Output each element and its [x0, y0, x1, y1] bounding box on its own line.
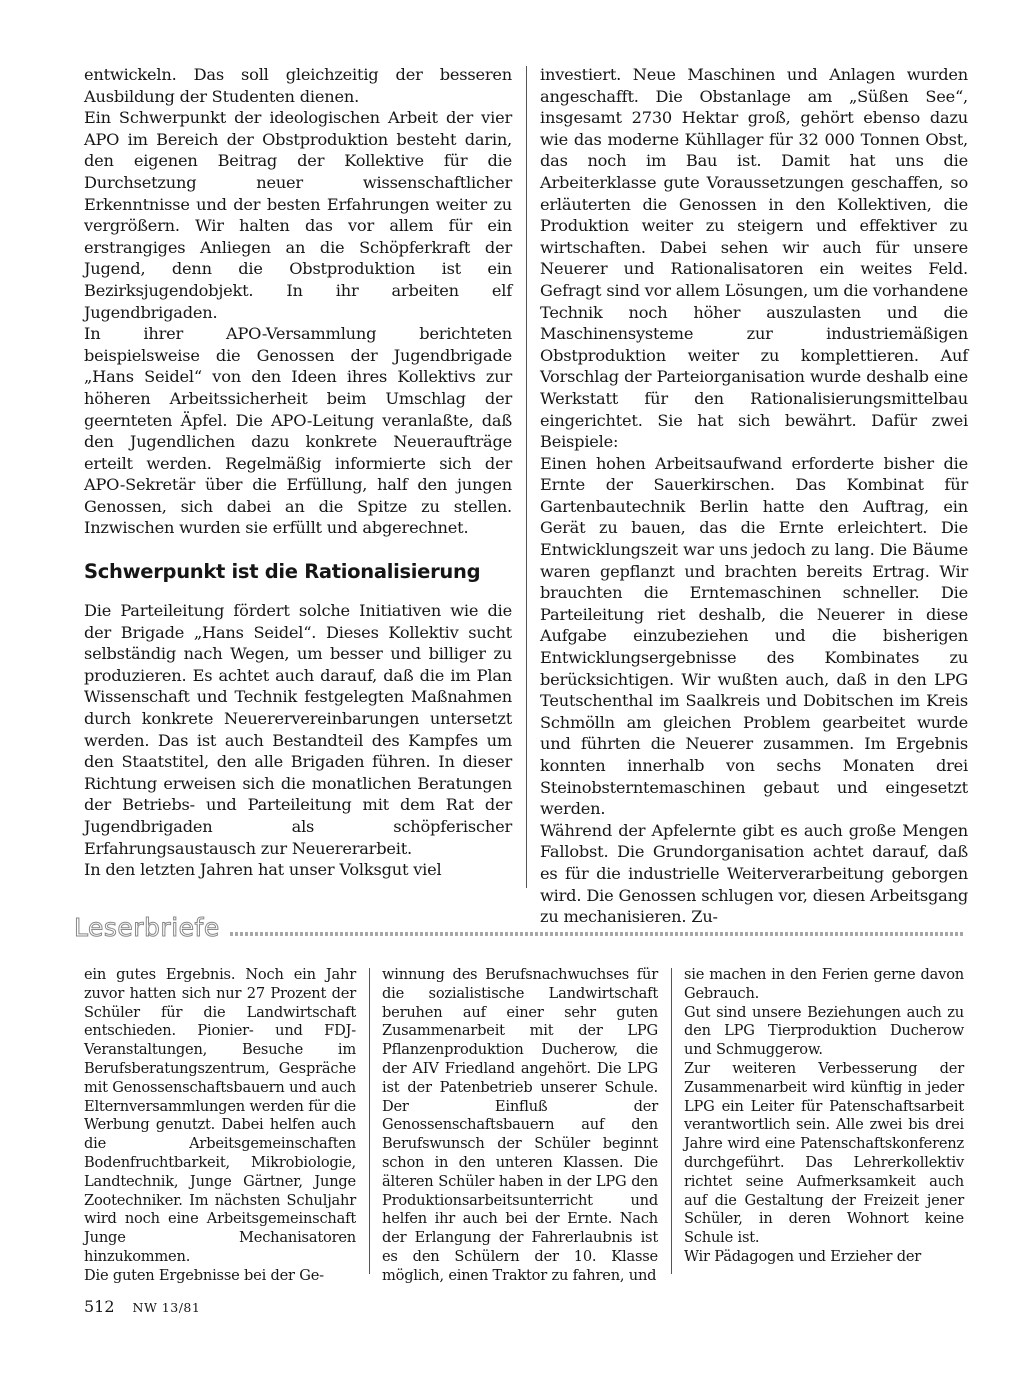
paragraph: In den letzten Jahren hat unser Volksgut viel	[84, 860, 442, 880]
paragraph: ein gutes Ergebnis. Noch ein Jahr zuvor hatten sich nur 27 Prozent der Schüler für die Landwirtschaft entschieden. Pionier- und FDJ-Veranstaltungen, Besuche im Berufsberatungszentrum, Gespräche mit Genossenschaftsbauern und auch Elternversammlungen werden für die Werbung genutzt. Dabei helfen auch die Arbeitsgemeinschaften Bodenfruchtbarkeit, Mikrobiologie, Landtechnik, Junge Gärtner, Junge Zootechniker. Im nächsten Schuljahr wird noch eine Arbeitsgemeinschaft Junge Mechanisatoren hinzukommen.	[84, 966, 356, 1265]
paragraph: Ein Schwerpunkt der ideologischen Arbeit der vier APO im Bereich der Obstproduktion besteht darin, den eigenen Beitrag der Kollektive für die Durchsetzung neuer wissenschaftlicher Erkenntnisse und der besten Erfahrungen weiter zu vergrößern. Wir halten das vor allem für ein erstrangiges Anliegen an die Schöpferkraft der Jugend, denn die Obstproduktion ist ein Bezirksjugendobjekt. In ihr arbeiten elf Jugendbrigaden.	[84, 108, 512, 322]
letters-section-rule	[230, 932, 964, 936]
journal-issue: NW 13/81	[132, 1300, 201, 1315]
paragraph: sie machen in den Ferien gerne davon Gebrauch.	[684, 966, 964, 1002]
paragraph: investiert. Neue Maschinen und Anlagen wurden angeschafft. Die Obstanlage am „Süßen See“, insgesamt 2730 Hektar groß, gehört ebenso dazu wie das moderne Kühllager für 32 000 Tonnen Obst, das noch im Bau ist. Damit hat uns die Arbeiterklasse gute Voraussetzungen geschaffen, so erläuterten die Genossen in den Kollektiven, die Produktion weiter zu steigern und effektiver zu wirtschaften. Dabei sehen wir auch für unsere Neuerer und Rationalisatoren ein weites Feld. Gefragt sind vor allem Lösungen, um die vorhandene Technik noch höher auszulasten und die Maschinensysteme zur industriemäßigen Obstproduktion weiter zu komplettieren. Auf Vorschlag der Parteiorganisation wurde deshalb eine Werkstatt für den Rationalisierungsmittelbau eingerichtet. Sie hat sich bewährt. Dafür zwei Beispiele:	[540, 65, 968, 452]
column-divider	[671, 968, 672, 1274]
paragraph: Die guten Ergebnisse bei der Ge-	[84, 1266, 324, 1284]
column-divider	[369, 968, 370, 1274]
letters-column-3	[684, 966, 964, 1267]
page-footer	[84, 1297, 200, 1318]
paragraph: Wir Pädagogen und Erzieher der	[684, 1247, 922, 1265]
letters-section-label: Leserbriefe	[74, 913, 220, 942]
section-heading: Schwerpunkt ist die Rationalisierung	[84, 560, 481, 584]
letters-column-1	[84, 966, 356, 1286]
paragraph: winnung des Berufsnachwuchses für die sozialistische Landwirtschaft beruhen auf einer sehr guten Zusammenarbeit mit der LPG Pflanzenproduktion Ducherow, die der AIV Friedland angehört. Die LPG ist der Patenbetrieb unserer Schule. Der Einfluß der Genossenschaftsbauern auf den Berufswunsch der Schüler beginnt schon in den unteren Klassen. Die älteren Schüler haben in der LPG den Produktionsarbeitsunterricht und helfen ihr auch bei der Ernte. Nach der Erlangung der Fahrerlaubnis ist es den Schülern der 10. Klasse möglich, einen Traktor zu fahren, und	[382, 966, 658, 1284]
column-divider	[526, 66, 527, 888]
article-column-right	[540, 64, 968, 928]
article-column-left	[84, 64, 512, 881]
paragraph: Einen hohen Arbeitsaufwand erforderte bisher die Ernte der Sauerkirschen. Das Kombinat für Gartenbautechnik Berlin hatte den Auftrag, ein Gerät zu bauen, das die Ernte erleichtert. Die Entwicklungszeit war uns jedoch zu lang. Die Bäume waren gepflanzt und brachten bereits Ertrag. Wir brauchten die Erntemaschinen schneller. Die Parteileitung riet deshalb, die Neuerer in diese Aufgabe einzubeziehen und die bisherigen Entwicklungsergebnisse des Kombinates zu berücksichtigen. Wir wußten auch, daß in den LPG Teutschenthal im Saalkreis und Dobitschen im Kreis Schmölln am gleichen Problem gearbeitet wurde und führten die Neuerer zusammen. Im Ergebnis konnten innerhalb von sechs Monaten drei Steinobsterntemaschinen gebaut und eingesetzt werden.	[540, 453, 968, 819]
paragraph: entwickeln. Das soll gleichzeitig der besseren Ausbildung der Studenten dienen.	[84, 65, 512, 106]
paragraph: Während der Apfelernte gibt es auch große Mengen Fallobst. Die Grundorganisation achtet darauf, daß es für die industrielle Weiterverarbeitung geborgen wird. Die Genossen schlugen vor, diesen Arbeitsgang zu mechanisieren. Zu-	[540, 820, 968, 927]
paragraph: Zur weiteren Verbesserung der Zusammenarbeit wird künftig in jeder LPG ein Leiter für Patenschaftsarbeit verantwortlich sein. Alle zwei bis drei Jahre wird eine Patenschaftskonferenz durchgeführt. Das Lehrerkollektiv richtet seine Aufmerksamkeit auch auf die Gestaltung der Freizeit jener Schüler, in deren Wohnort keine Schule ist.	[684, 1059, 964, 1247]
page-number: 512	[84, 1297, 115, 1316]
paragraph: Gut sind unsere Beziehungen auch zu den LPG Tierproduktion Ducherow und Schmuggerow.	[684, 1003, 964, 1059]
letters-column-2	[382, 966, 658, 1286]
paragraph: In ihrer APO-Versammlung berichteten beispielsweise die Genossen der Jugendbrigade „Hans Seidel“ von den Ideen ihres Kollektivs zur höheren Arbeitssicherheit beim Umschlag der geernteten Äpfel. Die APO-Leitung veranlaßte, daß den Jugendlichen dazu konkrete Neueraufträge erteilt werden. Regelmäßig informierte sich der APO-Sekretär über die Erfüllung, half den jungen Genossen, sich dabei an die Spitze zu stellen. Inzwischen wurden sie erfüllt und abgerechnet.	[84, 324, 512, 538]
paragraph: Die Parteileitung fördert solche Initiativen wie die der Brigade „Hans Seidel“. Dieses Kollektiv sucht selbständig nach Wegen, um besser und billiger zu produzieren. Es achtet auch darauf, daß die im Plan Wissenschaft und Technik festgelegten Maßnahmen durch konkrete Neuerervereinbarungen untersetzt werden. Das ist auch Bestandteil des Kampfes um den Staatstitel, den alle Brigaden führen. In dieser Richtung erweisen sich die monatlichen Beratungen der Betriebs- und Parteileitung mit dem Rat der Jugendbrigaden als schöpferischer Erfahrungsaustausch zur Neuererarbeit.	[84, 601, 512, 858]
